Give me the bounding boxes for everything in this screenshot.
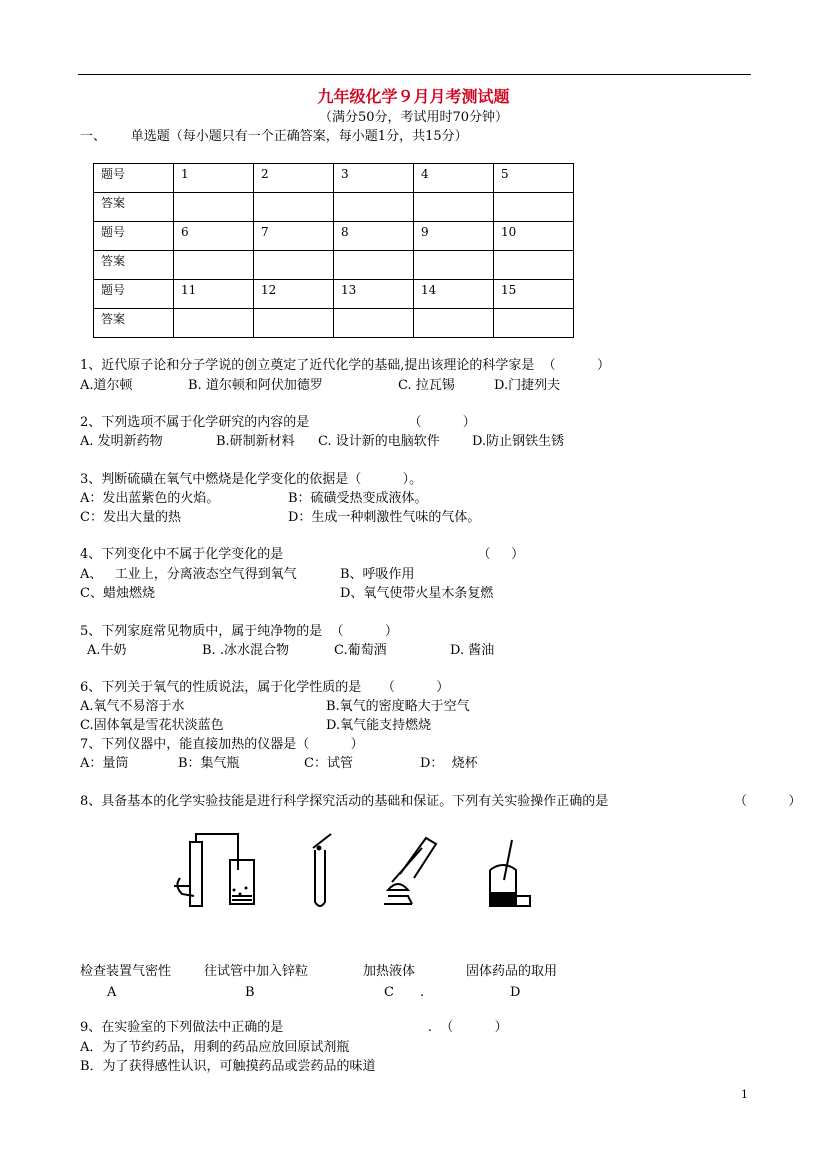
question-5-option-c: C.葡萄酒 <box>334 643 387 658</box>
answer-cell[interactable] <box>254 309 334 338</box>
answer-table <box>93 163 574 338</box>
table-row <box>94 164 574 193</box>
table-row <box>94 222 574 251</box>
answer-cell[interactable] <box>334 309 414 338</box>
table-cell: 4 <box>414 164 494 193</box>
table-row <box>94 193 574 222</box>
question-9-option-a: A．为了节约药品，用剩的药品应放回原试剂瓶 <box>80 1040 350 1055</box>
table-cell: 题号 <box>94 222 174 251</box>
question-2-stem: 2、下列选项不属于化学研究的内容的是 （ ） <box>80 415 476 430</box>
heating-liquid-figure <box>378 830 448 912</box>
answer-cell[interactable] <box>414 193 494 222</box>
figure-letter-b: B <box>245 985 255 1000</box>
question-6-option-c: C.固体氧是雪花状淡蓝色 <box>80 718 224 733</box>
answer-cell[interactable] <box>414 251 494 280</box>
answer-cell[interactable] <box>414 309 494 338</box>
table-row <box>94 280 574 309</box>
stray-dot: . <box>420 985 425 1000</box>
question-5-option-a: A.牛奶 <box>87 643 127 658</box>
table-cell: 13 <box>334 280 414 309</box>
table-cell: 1 <box>174 164 254 193</box>
question-4-option-b: B、呼吸作用 <box>340 567 415 582</box>
question-7-option-b: B：集气瓶 <box>178 756 240 771</box>
table-row <box>94 251 574 280</box>
figure-letter-a: A <box>107 985 117 1000</box>
question-1-option-b: B. 道尔顿和阿伏加德罗 <box>188 378 323 393</box>
question-6-option-d: D.氧气能支持燃烧 <box>326 718 432 733</box>
page-number: 1 <box>741 1088 748 1101</box>
solid-reagent-figure <box>486 830 536 912</box>
answer-cell[interactable] <box>174 251 254 280</box>
page-title: 九年级化学９月月考测试题 <box>317 87 510 106</box>
question-2-option-d: D.防止钢铁生锈 <box>472 434 565 449</box>
question-3-option-d: D：生成一种刺激性气味的气体。 <box>288 510 481 525</box>
question-7-option-c: C：试管 <box>304 756 353 771</box>
table-cell: 题号 <box>94 280 174 309</box>
table-cell: 6 <box>174 222 254 251</box>
question-9-option-b: B．为了获得感性认识，可触摸药品或尝药品的味道 <box>80 1059 376 1074</box>
question-6-option-a: A.氧气不易溶于水 <box>80 699 185 714</box>
question-3-option-a: A：发出蓝紫色的火焰。 <box>80 491 220 506</box>
table-cell: 7 <box>254 222 334 251</box>
table-cell: 答案 <box>94 193 174 222</box>
question-2-option-c: C. 设计新的电脑软件 <box>318 434 440 449</box>
table-cell: 3 <box>334 164 414 193</box>
table-cell: 8 <box>334 222 414 251</box>
page-subtitle: （满分50分，考试用时70分钟） <box>318 110 509 125</box>
question-5-stem: 5、下列家庭常见物质中，属于纯净物的是 （ ） <box>80 624 398 639</box>
question-8-bracket: （ ） <box>734 794 802 809</box>
figure-caption-b: 往试管中加入锌粒 <box>204 964 309 979</box>
table-cell: 12 <box>254 280 334 309</box>
figure-letter-c: C <box>384 985 394 1000</box>
table-cell: 10 <box>494 222 574 251</box>
airtightness-check-figure <box>172 830 262 912</box>
question-1-stem: 1、近代原子论和分子学说的创立奠定了近代化学的基础,提出该理论的科学家是 （ ） <box>80 358 610 373</box>
question-8-stem: 8、具备基本的化学实验技能是进行科学探究活动的基础和保证。下列有关实验操作正确的是 <box>80 794 609 809</box>
question-5-option-b: B. .冰水混合物 <box>202 643 289 658</box>
section-heading: 一、 单选题（每小题只有一个正确答案，每小题1分，共15分） <box>80 129 468 144</box>
table-cell: 11 <box>174 280 254 309</box>
question-1-option-c: C. 拉瓦锡 <box>398 378 455 393</box>
answer-cell[interactable] <box>494 193 574 222</box>
table-row <box>94 309 574 338</box>
table-cell: 9 <box>414 222 494 251</box>
header-rule <box>78 74 751 75</box>
table-cell: 答案 <box>94 251 174 280</box>
question-7-option-d: D： 烧杯 <box>420 756 478 771</box>
question-4-option-c: C、蜡烛燃烧 <box>80 586 155 601</box>
question-4-option-d: D、氧气使带火星木条复燃 <box>340 586 494 601</box>
table-cell: 答案 <box>94 309 174 338</box>
table-cell: 题号 <box>94 164 174 193</box>
answer-cell[interactable] <box>174 193 254 222</box>
question-2-option-b: B.研制新材料 <box>216 434 295 449</box>
answer-cell[interactable] <box>254 251 334 280</box>
figure-caption-d: 固体药品的取用 <box>466 964 558 979</box>
table-cell: 15 <box>494 280 574 309</box>
question-1-option-d: D.门捷列夫 <box>494 378 561 393</box>
zinc-test-tube-figure <box>305 830 345 912</box>
question-7-stem: 7、下列仪器中，能直接加热的仪器是（ ） <box>80 737 364 752</box>
answer-cell[interactable] <box>334 251 414 280</box>
table-cell: 5 <box>494 164 574 193</box>
question-3-option-b: B：硫磺受热变成液体。 <box>288 491 428 506</box>
question-2-option-a: A. 发明新药物 <box>80 434 163 449</box>
answer-cell[interactable] <box>334 193 414 222</box>
answer-cell[interactable] <box>254 193 334 222</box>
figure-caption-c: 加热液体 <box>363 964 416 979</box>
question-3-stem: 3、判断硫磺在氧气中燃烧是化学变化的依据是（ ）。 <box>80 472 423 487</box>
answer-cell[interactable] <box>494 309 574 338</box>
table-cell: 14 <box>414 280 494 309</box>
question-4-option-a: A、 工业上，分离液态空气得到氧气 <box>80 567 297 582</box>
figure-caption-a: 检查装置气密性 <box>80 964 172 979</box>
question-9-stem: 9、在实验室的下列做法中正确的是 . （ ） <box>80 1020 508 1035</box>
answer-cell[interactable] <box>174 309 254 338</box>
figure-letter-d: D <box>510 985 521 1000</box>
question-6-stem: 6、下列关于氧气的性质说法，属于化学性质的是 （ ） <box>80 680 450 695</box>
question-6-option-b: B.氧气的密度略大于空气 <box>326 699 470 714</box>
table-cell: 2 <box>254 164 334 193</box>
question-4-stem: 4、下列变化中不属于化学变化的是 （ ） <box>80 547 525 562</box>
question-3-option-c: C：发出大量的热 <box>80 510 181 525</box>
question-7-option-a: A：量筒 <box>80 756 129 771</box>
question-1-option-a: A.道尔顿 <box>80 378 133 393</box>
question-5-option-d: D. 酱油 <box>450 643 495 658</box>
answer-cell[interactable] <box>494 251 574 280</box>
